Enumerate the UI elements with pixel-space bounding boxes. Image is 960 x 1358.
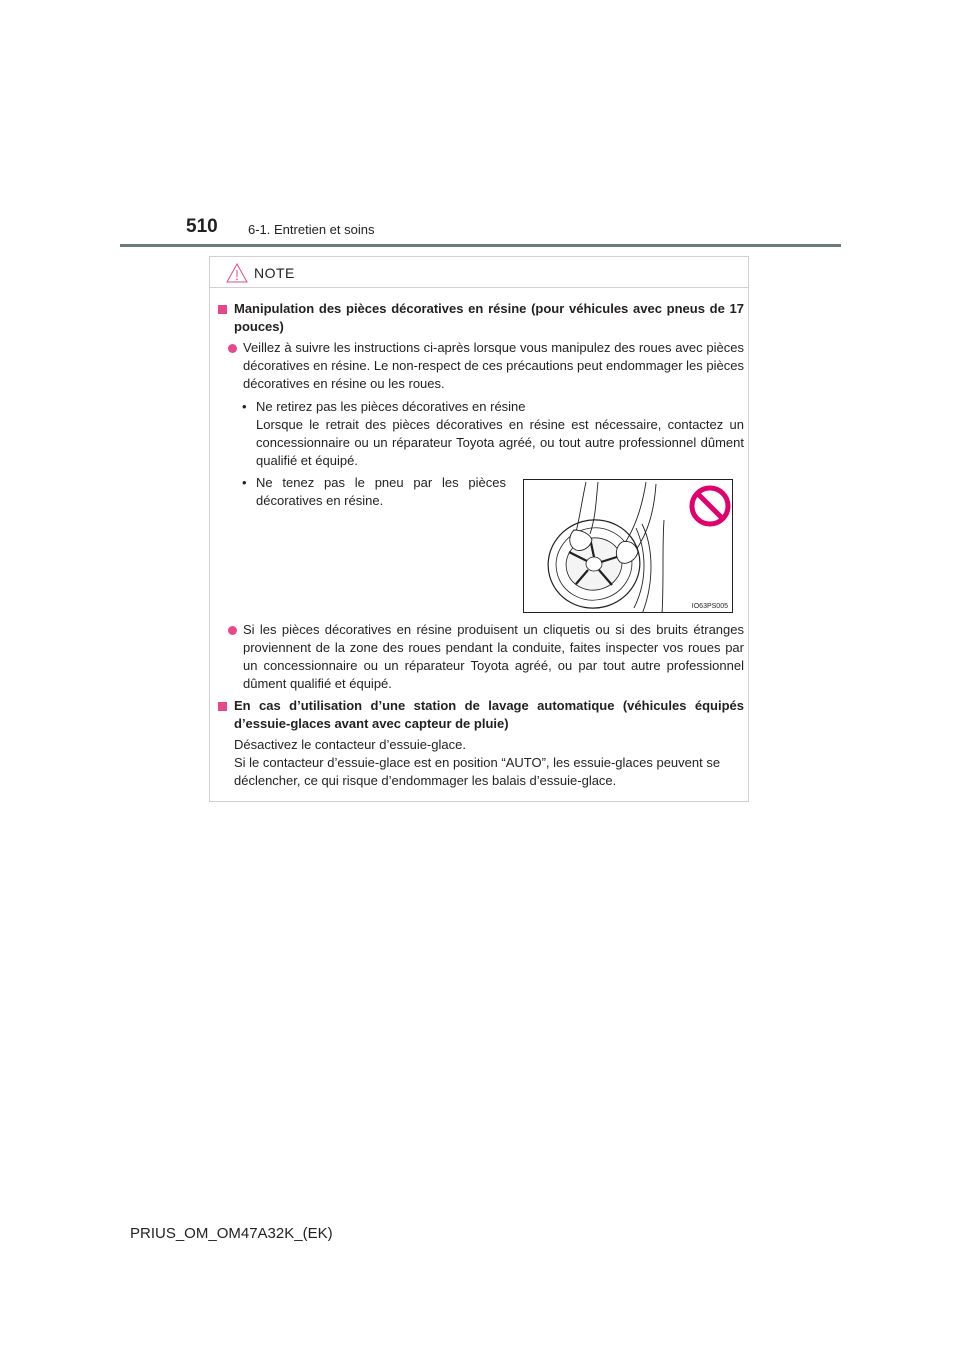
section1-title: Manipulation des pièces décoratives en résine (pour véhicules avec pneus de 17 pouces) (234, 301, 744, 334)
bullet1-text: Lorsque le retrait des pièces décoratives en résine est nécessaire, contactez un concessionnaire ou un réparateur Toyota agréé, ou tout autre professionnel dûment qualifié et équipé. (256, 417, 744, 468)
bullet-marker: • (242, 475, 247, 490)
square-bullet-icon (218, 702, 227, 711)
round-bullet-icon (228, 626, 237, 635)
section2-title: En cas d’utilisation d’une station de lavage automatique (véhicules équipés d’essuie-glaces avant avec capteur de pluie) (234, 698, 744, 731)
bullet1-title: Ne retirez pas les pièces décoratives en résine (256, 399, 526, 414)
tire-handling-drawing (524, 480, 733, 613)
note-label: NOTE (254, 265, 295, 281)
section1-item1: Veillez à suivre les instructions ci-après lorsque vous manipulez des roues avec pièces décoratives en résine. Le non-respect de ces précautions peut endommager les pièces décoratives en résine ou les roues. (243, 340, 744, 391)
figure-code: IO63PS005 (691, 603, 728, 610)
page-number: 510 (186, 216, 218, 237)
header-rule (120, 244, 841, 247)
tire-illustration (523, 479, 733, 613)
note-header (210, 257, 748, 288)
note-box (209, 256, 749, 802)
section2-text1: Désactivez le contacteur d’essuie-glace. (234, 737, 466, 752)
section1-item2: Si les pièces décoratives en résine produisent un cliquetis ou si des bruits étranges proviennent de la zone des roues pendant la conduite, faites inspecter vos roues par un concessionnaire ou un réparateur Toyota agréé, ou par tout autre professionnel dûment qualifié et équipé. (243, 622, 744, 691)
bullet-marker: • (242, 399, 247, 414)
square-bullet-icon (218, 305, 227, 314)
section-title: 6-1. Entretien et soins (248, 222, 375, 237)
bullet2-text: Ne tenez pas le pneu par les pièces décoratives en résine. (256, 475, 506, 508)
warning-triangle-icon (226, 263, 248, 283)
round-bullet-icon (228, 344, 237, 353)
document-code: PRIUS_OM_OM47A32K_(EK) (130, 1225, 333, 1242)
section2-text2: Si le contacteur d’essuie-glace est en position “AUTO”, les essuie-glaces peuvent se déclencher, ce qui risque d’endommager les balais d’essuie-glace. (234, 755, 721, 788)
